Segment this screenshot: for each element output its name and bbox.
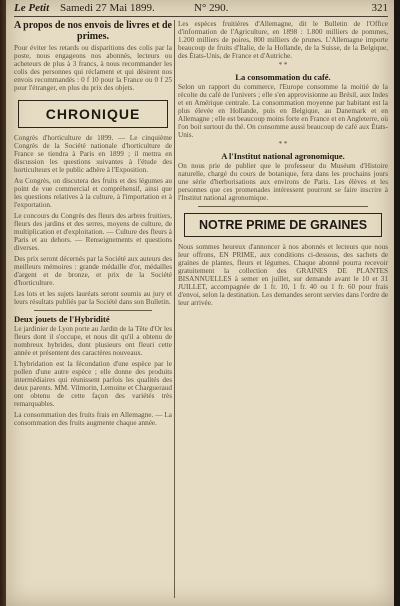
- issue-date: Samedi 27 Mai 1899.: [60, 2, 155, 14]
- paragraph: Le concours du Congrès des fleurs des arbres fruitiers, fleurs des jardins et des serres, moyens de culture, de multiplication et d'exploitation. — Culture des fleurs à Paris et au dehors. — Renseignements et questions diverses.: [14, 212, 172, 252]
- newspaper-page: [6, 0, 394, 606]
- page-number: 321: [371, 2, 388, 14]
- intro-text: Pour éviter les retards ou disparitions des colis par la poste, nous engageons nos abonnés, lecteurs ou acheteurs de plus à 3 francs, à nous recommander les colis des personnes qui réclament et qui désirent nos envois recommandés : 0 f 10 pour la France ou 0 f 25 pour l'étranger, en plus du prix des objets.: [14, 44, 172, 92]
- coffee-heading: La consommation du café.: [235, 72, 331, 82]
- institute-heading: A l'Institut national agronomique.: [221, 151, 345, 161]
- intro-title: A propos de nos envois de livres et de primes.: [14, 20, 172, 42]
- paragraph: Au Congrès, on discutera des fruits et des légumes au point de vue commercial et compréhensif, ainsi que les questions relatives à la culture, à l'importation et à l'exportation.: [14, 177, 172, 209]
- column-divider: [174, 20, 175, 598]
- left-column: [14, 20, 172, 600]
- paragraph: La consommation des fruits frais en Allemagne. — La consommation des fruits augmente chaque année.: [14, 411, 172, 427]
- hybridity-heading: Deux jouets de l'Hybridité: [14, 314, 110, 324]
- paragraph: Des prix seront décernés par la Société aux auteurs des meilleurs mémoires : grande médaille d'or, médailles d'argent et de bronze, et prix de la Société d'horticulture.: [14, 255, 172, 287]
- section-separator: * *: [278, 140, 288, 148]
- masthead-logo: Le Petit: [14, 2, 50, 14]
- paragraph: Nous sommes heureux d'annoncer à nos abonnés et lecteurs que nous leur offrons, EN PRIME, aux conditions ci-dessous, des sachets de graines de plantes, fleurs et légumes. Chaque abonné pourra recevoir gratuitement la collection des GRAINES DE PLANTES BISANNUELLES à semer en juillet, sur demande avant le 10 et 31 JUILLET, accompagnée de 1 fr. 10, 1 fr. 40 ou 1 fr. 60 pour frais d'envoi, selon la destination. Les demandes seront servies dans l'ordre de leur arrivée.: [178, 243, 388, 307]
- paragraph: Les lots et les sujets lauréats seront soumis au jury et leurs résultats publiés par la Société dans son Bulletin.: [14, 290, 172, 306]
- paragraph: Le jardinier de Lyon porte au Jardin de la Tête d'Or les fleurs dont il s'occupe, et nous dit qu'il a obtenu de nombreux hybrides, dont plusieurs ont fleuri cette année et présentent des caractères nouveaux.: [14, 325, 172, 357]
- right-column: [178, 20, 388, 600]
- paragraph: L'hybridation est la fécondation d'une espèce par le pollen d'une autre espèce ; elle donne des produits intermédiaires qui réunissent parfois les qualités des deux parents. MM. Vilmorin, Lemoine et Chargueraud ont obtenu de cette façon des variétés très remarquables.: [14, 360, 172, 408]
- issue-number: N° 290.: [194, 2, 229, 14]
- paragraph: Selon un rapport du commerce, l'Europe consomme la moitié de la récolte du café de l'univers ; elle s'en approvisionne au Brésil, aux Indes et en Amérique centrale. La consommation moyenne par habitant est la plus élevée en Hollande, puis en Belgique, au Danemark et en Allemagne ; elle est beaucoup moins forte en France et en Angleterre, où l'on boit surtout du thé. On consomme aussi beaucoup de café aux États-Unis.: [178, 83, 388, 139]
- prime-heading: NOTRE PRIME DE GRAINES: [184, 213, 382, 237]
- page-header: [14, 0, 388, 17]
- paragraph: Les espèces fruitières d'Allemagne, dit le Bulletin de l'Office d'information de l'Agriculture, en 1898 : 1.800 milliers de pommes, 1.200 milliers de poires, 800 milliers de prunes. L'Allemagne importe beaucoup de fruits d'Italie, de la Hollande, de la Suisse, de la Belgique, des États-Unis, de France et d'Autriche.: [178, 20, 388, 60]
- paragraph: On nous prie de publier que le professeur du Muséum d'Histoire naturelle, chargé du cours de botanique, fera dans les prochains jours une série d'herborisations aux environs de Paris. Les élèves et les personnes que ces promenades intéressent pourront se faire inscrire à l'Institut national agronomique.: [178, 162, 388, 202]
- section-rule: [198, 206, 368, 207]
- section-rule: [34, 310, 152, 311]
- section-separator: * *: [278, 61, 288, 69]
- chronique-heading: CHRONIQUE: [18, 100, 168, 128]
- paragraph: Congrès d'horticulture de 1899. — Le cinquième Congrès de la Société nationale d'horticulture de France se tiendra à Paris en 1899 ; il mettra en discussion les questions suivantes à l'étude des horticulteurs et le public adhère à l'Exposition.: [14, 134, 172, 174]
